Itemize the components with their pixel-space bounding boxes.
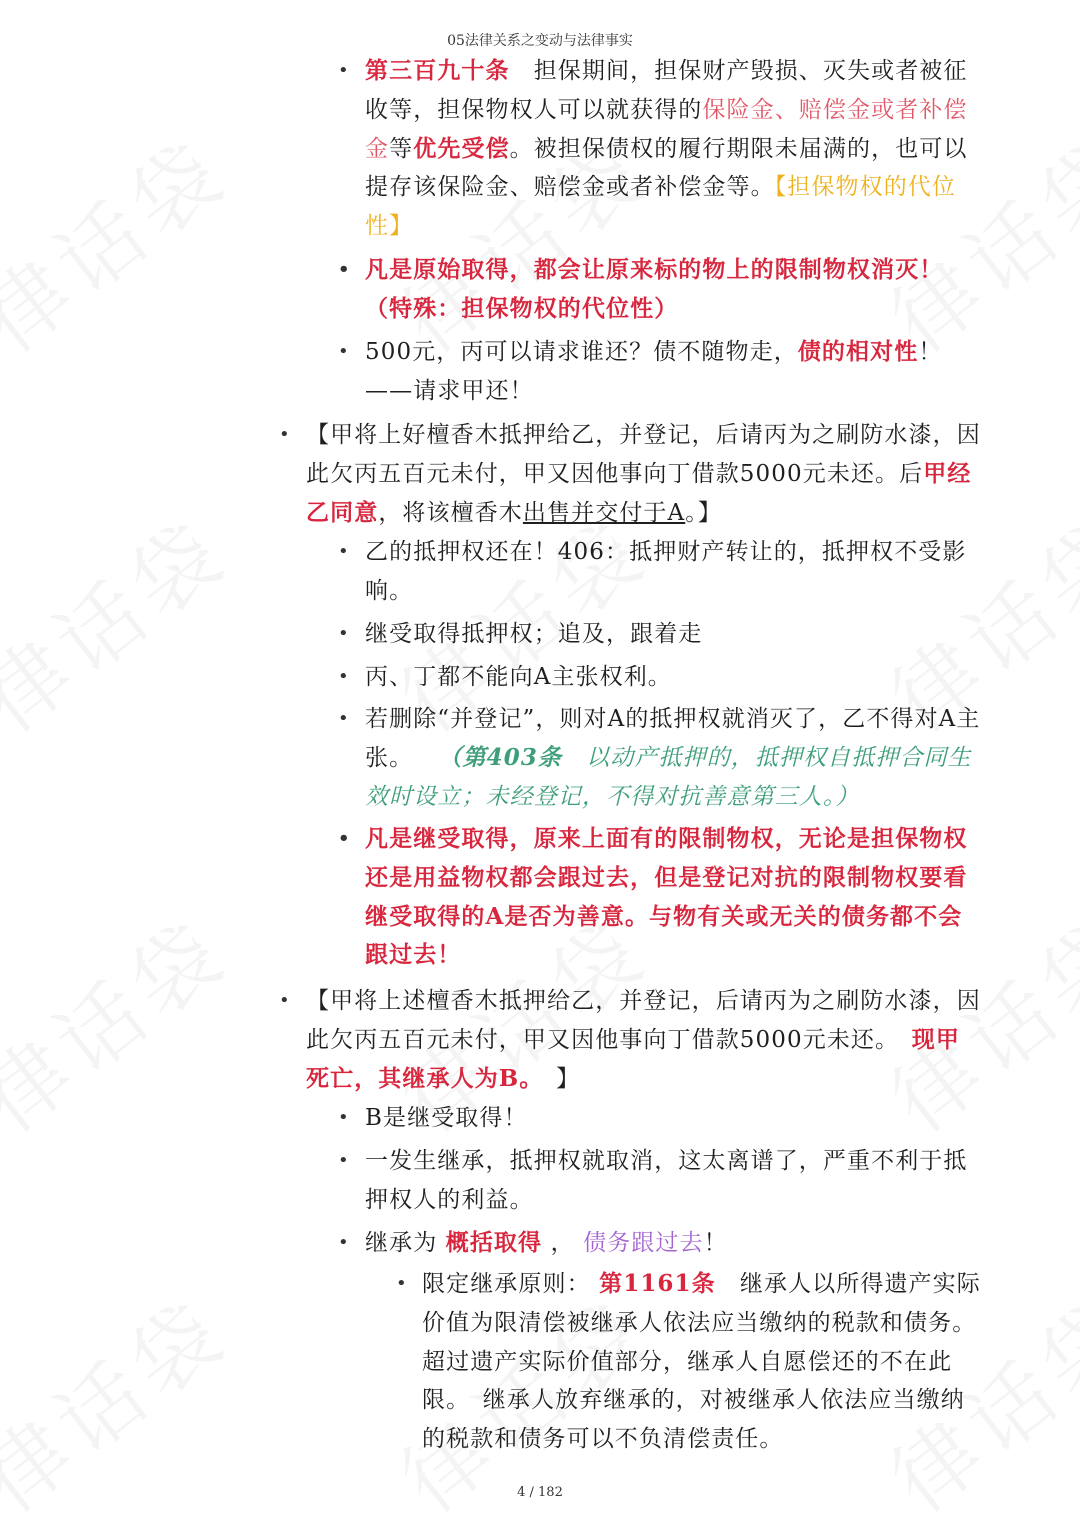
underlined-sold: 出售并交付于A	[522, 499, 686, 526]
list-item-article-390	[365, 52, 985, 246]
highlight-debt-follows: 债务跟过去	[583, 1230, 704, 1256]
text-segment: 等	[389, 135, 414, 162]
page-header-title: 05法律关系之变动与法律事实	[447, 33, 633, 49]
text-segment: ！	[703, 1230, 728, 1256]
text-segment: 限定继承原则：	[422, 1271, 591, 1297]
article-403: （第403条	[449, 743, 563, 771]
list-item-inheritance	[365, 1224, 985, 1263]
highlight-death: 现甲死亡，其继承人为B。	[306, 1025, 960, 1092]
highlight-insurance: 保险金、赔偿金或者补偿金	[365, 96, 968, 162]
text-segment: 【甲将上述檀香木抵押给乙，并登记，后请丙为之刷防水漆，因此欠丙五百元未付，甲又因他事向丁借款5000元未还。	[306, 988, 981, 1053]
text-segment: 】	[556, 1065, 581, 1092]
highlight-consent: 甲经乙同意	[306, 459, 972, 526]
text-segment: 若删除“并登记”，则对A的抵押权就消灭了，乙不得对A主张。	[365, 706, 981, 771]
list-item: • 继受取得抵押权；追及，跟着走	[365, 615, 985, 654]
list-item: • B是继受取得！	[365, 1099, 985, 1138]
text-segment: 继承为	[365, 1230, 438, 1256]
list-item: • 丙、丁都不能向A主张权利。	[365, 658, 985, 697]
text-segment: 500元，丙可以请求谁还？债不随物走，	[365, 339, 798, 365]
list-item-derivative-acquisition: • 凡是继受取得，原来上面有的限制物权，无论是担保物权还是用益物权都会跟过去，但是登记对抗的限制物权要看继受取得的A是否为善意。与物有关或无关的债务都不会跟过去！	[365, 820, 985, 975]
note-subrogation: 【担保物权的代位性】	[365, 174, 957, 240]
list-item-delete-registration	[365, 700, 985, 816]
page-number: 4 / 182	[517, 1485, 563, 1500]
article-number: 第三百九十条	[365, 57, 510, 84]
text-segment: ！——请求甲还！	[365, 339, 943, 404]
text-segment: 继承人以所得遗产实际价值为限清偿被继承人依法应当缴纳的税款和债务。超过遗产实际价值部分，继承人自愿偿还的不在此限。 继承人放弃继承的，对被继承人依法应当缴纳的税款和债务可以不负清偿责任。	[422, 1271, 981, 1453]
list-item-article-1161	[422, 1265, 982, 1459]
watermark-text	[0, 886, 249, 1155]
highlight-relativity: 债的相对性	[797, 338, 919, 365]
text-segment: ，	[550, 1230, 575, 1256]
text-segment: 【甲将上好檀香木抵押给乙，并登记，后请丙为之刷防水漆，因此欠丙五百元未付，甲又因他事向丁借款5000元未还。后	[306, 422, 981, 487]
highlight-general-acquisition: 概括取得	[445, 1229, 543, 1256]
list-item-original-acquisition: • 凡是原始取得，都会让原来标的物上的限制物权消灭！（特殊：担保物权的代位性）	[365, 251, 985, 329]
case-paragraph-2	[306, 982, 981, 1098]
text-segment: 。被担保债权的履行期限未届满的，也可以提存该保险金、赔偿金或者补偿金等。	[365, 135, 968, 201]
text-segment: 。】	[685, 499, 722, 526]
list-item-500-yuan	[365, 333, 985, 411]
list-item: • 乙的抵押权还在！406：抵押财产转让的，抵押权不受影响。	[365, 533, 985, 611]
case-paragraph-1	[306, 416, 981, 532]
article-number: 第1161条	[599, 1270, 716, 1297]
highlight-priority: 优先受偿	[413, 134, 510, 162]
article-403-note: 以动产抵押的，抵押权自抵押合同生效时设立；未经登记，不得对抗善意第三人。）	[365, 744, 972, 810]
text-segment: ，将该檀香木	[378, 499, 523, 526]
text-segment: 担保期间，担保财产毁损、灭失或者被征收等，担保物权人可以就获得的	[365, 58, 968, 123]
watermark-text	[0, 106, 249, 375]
watermark-text	[0, 486, 249, 755]
list-item: • 一发生继承，抵押权就取消，这太离谱了，严重不利于抵押权人的利益。	[365, 1142, 985, 1220]
